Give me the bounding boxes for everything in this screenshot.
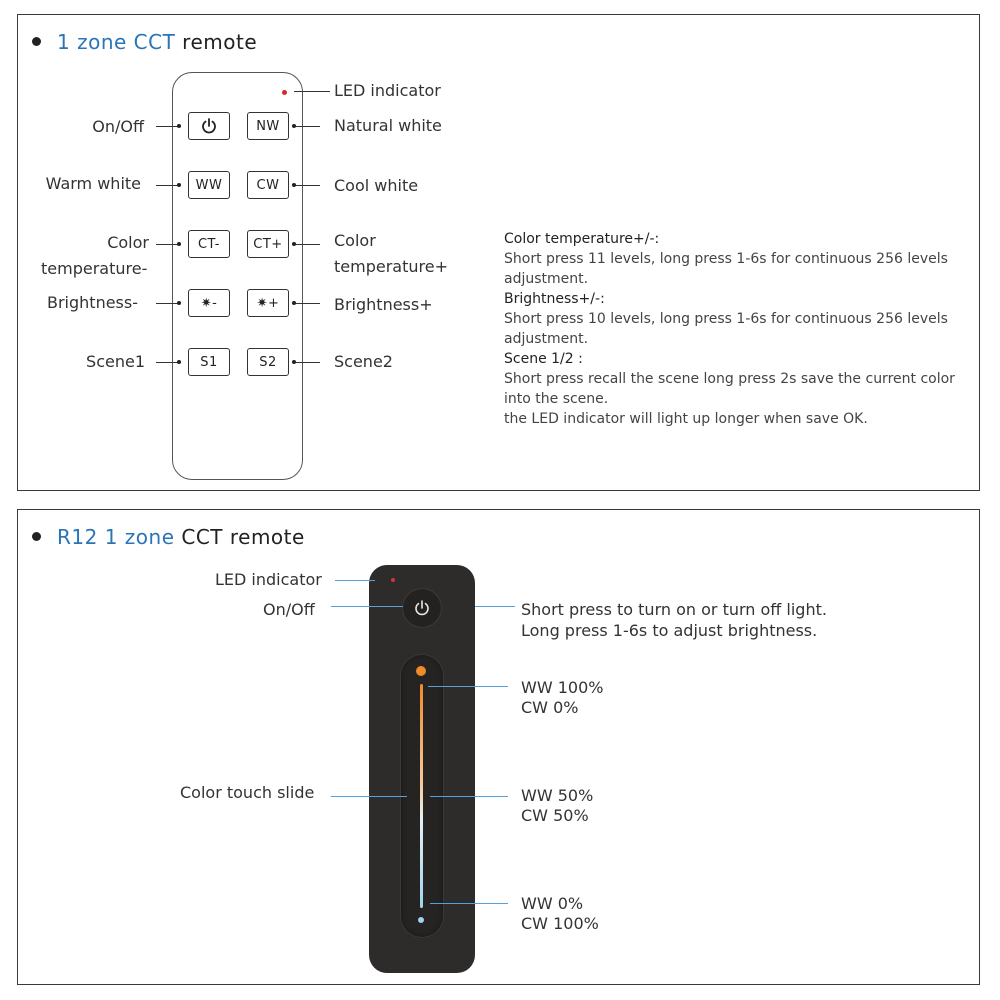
color-gradient-strip: [420, 684, 423, 908]
led-description-text: the LED indicator will light up longer when save OK.: [504, 411, 868, 427]
leader-line: [430, 796, 508, 797]
brightness-minus-button[interactable]: ✷-: [188, 289, 230, 317]
scene2-label: Scene2: [334, 352, 393, 371]
warm-white-button[interactable]: WW: [188, 171, 230, 199]
led-indicator: [391, 578, 395, 582]
on-off-label: On/Off: [92, 117, 144, 136]
cool-white-button[interactable]: CW: [247, 171, 289, 199]
panel-r12-1-zone-cct-remote: [17, 509, 980, 985]
natural-white-label: Natural white: [334, 116, 442, 135]
cool-end-dot: [418, 917, 424, 923]
color-touch-slide-label: Color touch slide: [180, 783, 315, 802]
brightness-description-text: Short press 10 levels, long press 1-6s for continuous 256 levels adjustment.: [504, 311, 948, 347]
leader-line: [156, 303, 179, 304]
leader-dot: [177, 301, 181, 305]
leader-line: [294, 362, 320, 363]
leader-dot: [292, 124, 296, 128]
led-indicator: [282, 90, 287, 95]
power-icon: [413, 599, 431, 617]
cw50-label: CW 50%: [521, 806, 589, 825]
leader-line: [294, 244, 320, 245]
on-off-description-line2: Long press 1-6s to adjust brightness.: [521, 621, 818, 640]
warm-end-dot: [416, 666, 426, 676]
ct-description-text: Short press 11 levels, long press 1-6s for continuous 256 levels adjustment.: [504, 251, 948, 287]
color-temperature-minus-button[interactable]: CT-: [188, 230, 230, 258]
leader-line: [294, 91, 330, 92]
cool-white-label: Cool white: [334, 176, 419, 195]
leader-dot: [177, 360, 181, 364]
leader-line: [331, 606, 403, 607]
scene-description-heading: Scene 1/2 :: [504, 351, 583, 367]
leader-dot: [177, 183, 181, 187]
brightness-minus-label: Brightness-: [47, 293, 138, 312]
leader-line: [294, 185, 320, 186]
led-indicator-label: LED indicator: [334, 81, 441, 100]
bullet-icon: [32, 37, 41, 46]
scene1-button[interactable]: S1: [188, 348, 230, 376]
leader-line: [156, 244, 179, 245]
led-indicator-label: LED indicator: [215, 570, 322, 589]
brightness-description-heading: Brightness+/-:: [504, 291, 605, 307]
leader-line: [156, 362, 179, 363]
panel-2-title: R12 1 zone CCT remote: [32, 525, 305, 549]
leader-line: [428, 686, 508, 687]
leader-dot: [292, 183, 296, 187]
panel-1-zone-cct-remote: [17, 14, 980, 491]
cw100-label: CW 100%: [521, 914, 599, 933]
leader-line: [331, 796, 407, 797]
leader-line: [335, 580, 375, 581]
color-temperature-minus-label-line1: Color: [107, 233, 149, 252]
leader-dot: [292, 242, 296, 246]
power-icon: [200, 117, 218, 135]
scene1-label: Scene1: [86, 352, 145, 371]
on-off-description-line1: Short press to turn on or turn off light.: [521, 600, 827, 619]
brightness-plus-label: Brightness+: [334, 295, 433, 314]
color-temperature-minus-label-line2: temperature-: [41, 259, 148, 278]
leader-dot: [177, 124, 181, 128]
ww0-label: WW 0%: [521, 894, 584, 913]
leader-line: [156, 185, 179, 186]
leader-line: [156, 126, 179, 127]
scene-description-text: Short press recall the scene long press 2s save the current color into the scene.: [504, 371, 955, 407]
description-block: [504, 229, 974, 429]
leader-line: [294, 303, 320, 304]
on-off-button[interactable]: [403, 589, 441, 627]
ww50-label: WW 50%: [521, 786, 594, 805]
color-temperature-plus-label-line2: temperature+: [334, 257, 448, 276]
warm-white-label: Warm white: [45, 174, 141, 193]
r12-remote-body: [369, 565, 475, 973]
leader-line: [294, 126, 320, 127]
leader-line: [430, 903, 508, 904]
on-off-button[interactable]: [188, 112, 230, 140]
leader-dot: [292, 360, 296, 364]
leader-dot: [292, 301, 296, 305]
cw0-label: CW 0%: [521, 698, 579, 717]
brightness-plus-button[interactable]: ✷+: [247, 289, 289, 317]
leader-line: [475, 606, 515, 607]
natural-white-button[interactable]: NW: [247, 112, 289, 140]
scene2-button[interactable]: S2: [247, 348, 289, 376]
bullet-icon: [32, 532, 41, 541]
ww100-label: WW 100%: [521, 678, 604, 697]
leader-dot: [177, 242, 181, 246]
color-temperature-plus-button[interactable]: CT+: [247, 230, 289, 258]
panel-1-title: 1 zone CCT remote: [32, 30, 257, 54]
color-temperature-plus-label-line1: Color: [334, 231, 376, 250]
ct-description-heading: Color temperature+/-:: [504, 231, 660, 247]
on-off-label: On/Off: [263, 600, 315, 619]
